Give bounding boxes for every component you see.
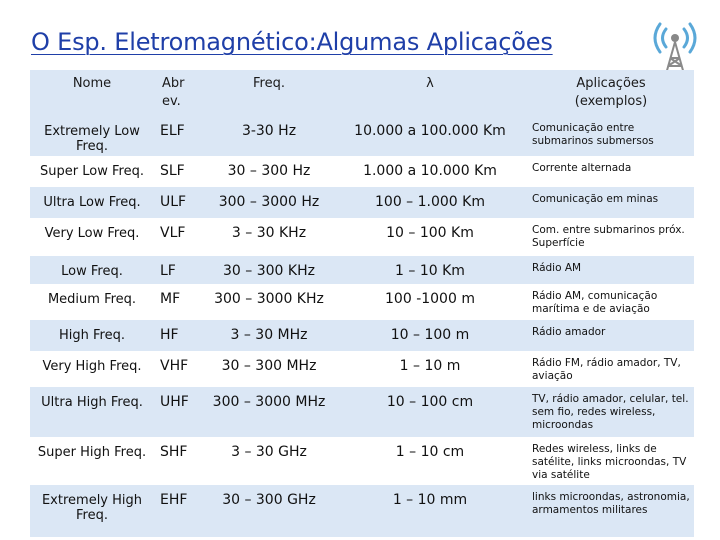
row-lambda: 10 – 100 m (332, 320, 528, 351)
row-lambda: 1 – 10 mm (332, 485, 528, 537)
row-apps: Corrente alternada (528, 156, 694, 187)
header-lambda-label: λ (426, 76, 434, 91)
row-name: Very High Freq. (30, 351, 154, 387)
header-lambda (332, 70, 528, 116)
row-abbr: EHF (154, 485, 206, 537)
header-abbr-line2: ev. (162, 94, 181, 109)
table-row (30, 218, 694, 256)
row-name: Extremely Low Freq. (30, 116, 154, 156)
row-apps: Rádio AM (528, 256, 694, 284)
row-freq: 300 – 3000 MHz (206, 387, 332, 437)
row-apps: Comunicação em minas (528, 187, 694, 218)
row-apps: TV, rádio amador, celular, tel. sem fio, redes wireless, microondas (528, 387, 694, 437)
row-abbr: ELF (154, 116, 206, 156)
row-abbr: LF (154, 256, 206, 284)
row-lambda: 1.000 a 10.000 Km (332, 156, 528, 187)
row-freq: 30 – 300 GHz (206, 485, 332, 537)
row-abbr: ULF (154, 187, 206, 218)
row-abbr: VHF (154, 351, 206, 387)
table-header-row (30, 70, 694, 116)
header-apps-line2: (exemplos) (574, 94, 648, 109)
row-name: Very Low Freq. (30, 218, 154, 256)
table-row (30, 320, 694, 351)
antenna-tower-icon (646, 16, 704, 78)
row-abbr: VLF (154, 218, 206, 256)
row-lambda: 10 – 100 Km (332, 218, 528, 256)
header-freq-label: Freq. (253, 76, 285, 91)
row-lambda: 10 – 100 cm (332, 387, 528, 437)
table-row (30, 437, 694, 485)
row-lambda: 1 – 10 Km (332, 256, 528, 284)
row-lambda: 1 – 10 m (332, 351, 528, 387)
row-abbr: SHF (154, 437, 206, 485)
row-freq: 3 – 30 KHz (206, 218, 332, 256)
table-row (30, 351, 694, 387)
row-freq: 30 – 300 Hz (206, 156, 332, 187)
row-lambda: 1 – 10 cm (332, 437, 528, 485)
row-abbr: SLF (154, 156, 206, 187)
row-freq: 300 – 3000 KHz (206, 284, 332, 320)
header-apps (528, 70, 694, 116)
row-apps: links microondas, astronomia, armamentos militares (528, 485, 694, 537)
table-row (30, 156, 694, 187)
table-row (30, 387, 694, 437)
row-name: Ultra Low Freq. (30, 187, 154, 218)
row-freq: 3-30 Hz (206, 116, 332, 156)
header-name-label: Nome (72, 76, 112, 91)
row-name: Ultra High Freq. (30, 387, 154, 437)
header-name (30, 70, 154, 116)
row-lambda: 100 -1000 m (332, 284, 528, 320)
row-apps: Rádio FM, rádio amador, TV, aviação (528, 351, 694, 387)
header-abbr (154, 70, 206, 116)
header-apps-line1: Aplicações (576, 76, 646, 91)
header-freq (206, 70, 332, 116)
row-name: Super Low Freq. (30, 156, 154, 187)
row-name: High Freq. (30, 320, 154, 351)
row-lambda: 10.000 a 100.000 Km (332, 116, 528, 156)
page-title: O Esp. Eletromagnético:Algumas Aplicações (31, 28, 553, 56)
table-row (30, 187, 694, 218)
table-row (30, 284, 694, 320)
header-abbr-line1: Abr (162, 76, 185, 91)
table-row (30, 485, 694, 537)
table-row (30, 256, 694, 284)
row-freq: 3 – 30 MHz (206, 320, 332, 351)
row-name: Low Freq. (30, 256, 154, 284)
row-abbr: HF (154, 320, 206, 351)
row-apps: Com. entre submarinos próx. Superfície (528, 218, 694, 256)
row-freq: 3 – 30 GHz (206, 437, 332, 485)
frequency-table (30, 70, 694, 537)
row-apps: Rádio amador (528, 320, 694, 351)
row-abbr: MF (154, 284, 206, 320)
row-abbr: UHF (154, 387, 206, 437)
table-row (30, 116, 694, 156)
row-apps: Comunicação entre submarinos submersos (528, 116, 694, 156)
row-apps: Redes wireless, links de satélite, links microondas, TV via satélite (528, 437, 694, 485)
row-freq: 30 – 300 MHz (206, 351, 332, 387)
row-lambda: 100 – 1.000 Km (332, 187, 528, 218)
row-apps: Rádio AM, comunicação marítima e de aviação (528, 284, 694, 320)
row-name: Medium Freq. (30, 284, 154, 320)
row-name: Super High Freq. (30, 437, 154, 485)
row-freq: 300 – 3000 Hz (206, 187, 332, 218)
row-freq: 30 – 300 KHz (206, 256, 332, 284)
row-name: Extremely High Freq. (30, 485, 154, 537)
